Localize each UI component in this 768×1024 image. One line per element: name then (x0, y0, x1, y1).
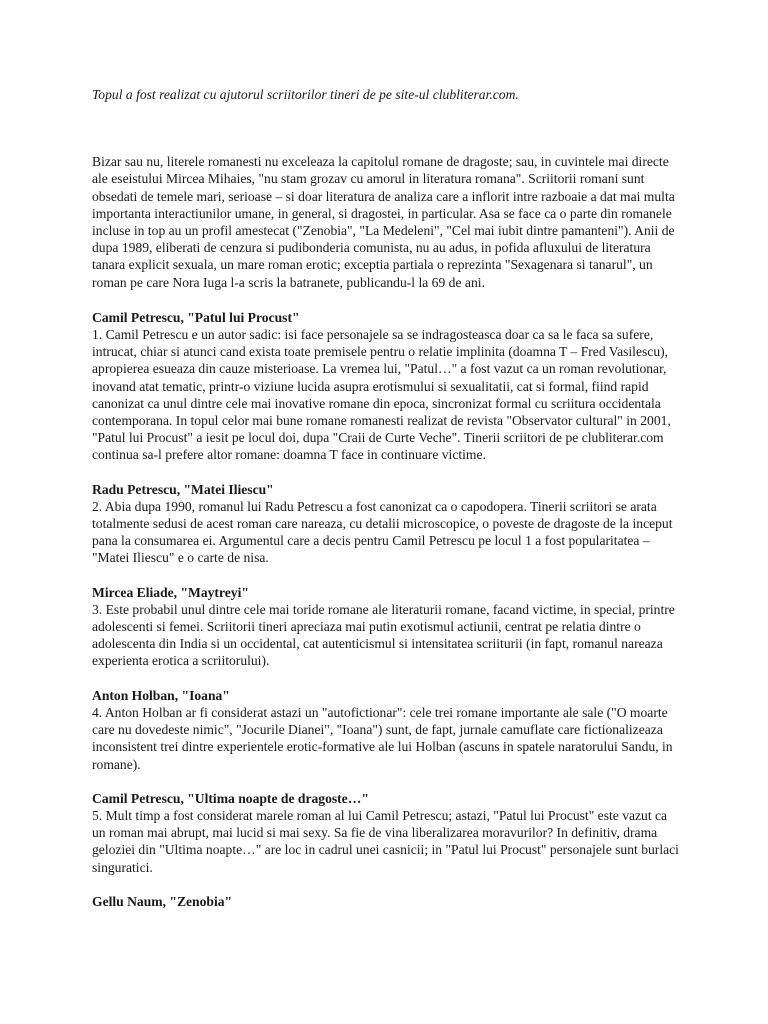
entry-heading: Anton Holban, "Ioana" (92, 687, 230, 703)
entry-body: 5. Mult timp a fost considerat marele roman al lui Camil Petrescu; astazi, "Patul lui Procust" este vazut ca un roman mai abrupt, mai lucid si mai sexy. Sa fie de vina liberalizarea moravurilor? In definitiv, drama geloziei din "Ultima noapte…" are loc in cadrul unei casnicii; in "Patul lui Procust" personajele sunt burlaci singuratici. (92, 807, 679, 875)
ranking-entry-1 (92, 309, 682, 464)
entry-heading: Gellu Naum, "Zenobia" (92, 893, 233, 909)
entry-body: 4. Anton Holban ar fi considerat astazi un "autofictionar": cele trei romane importante ale sale ("O moarte care nu dovedeste nimic", "Jocurile Dianei", "Ioana") sunt, de fapt, jurnale camuflate care fictionalizeaza inconsistent trei dintre experientele erotic-formative ale lui Holban (ascuns in spatele naratorului Sandu, in romane). (92, 704, 673, 772)
entry-heading: Radu Petrescu, "Matei Iliescu" (92, 481, 274, 497)
entry-body: 1. Camil Petrescu e un autor sadic: isi face personajele sa se indragosteasca doar ca sa le faca sa sufere, intrucat, chiar si atunci cand exista toate premisele pentru o relatie implinita (doamna T – Fred Vasilescu), apropierea esueaza din cauze misterioase. La vremea lui, "Patul…" a fost vazut ca un roman revolutionar, inovand atat tematic, printr-o viziune lucida asupra erotismului si sexualitatii, cat si formal, fiind rapid canonizat ca unul dintre cele mai inovative romane din epoca, sincronizat formal cu scriitura occidentala contemporana. In topul celor mai bune romane romanesti realizat de revista "Observator cultural" in 2001, "Patul lui Procust" a iesit pe locul doi, dupa "Craii de Curte Veche". Tinerii scriitori de pe clubliterar.com continua sa-l prefere altor romane: doamna T face in continuare victime. (92, 327, 671, 463)
ranking-entry-6 (92, 893, 682, 910)
entry-heading: Mircea Eliade, "Maytreyi" (92, 584, 249, 600)
document-page (92, 86, 682, 927)
entry-body: 2. Abia dupa 1990, romanul lui Radu Petrescu a fost canonizat ca o capodopera. Tinerii scriitori se arata totalmente sedusi de acest roman care nareaza, cu detalii microscopice, o poveste de dragoste de la inceput pana la consumarea ei. Argumentul care a decis pentru Camil Petrescu pe locul 1 a fost popularitatea – "Matei Iliescu" e o carte de nisa. (92, 498, 673, 566)
entry-heading: Camil Petrescu, "Ultima noapte de dragoste…" (92, 790, 369, 806)
intro-note: Topul a fost realizat cu ajutorul scriitorilor tineri de pe site-ul clubliterar.com. (92, 87, 519, 102)
lead-paragraph: Bizar sau nu, literele romanesti nu exceleaza la capitolul romane de dragoste; sau, in cuvintele mai directe ale eseistului Mircea Mihaies, "nu stam grozav cu amorul in literatura romana". Scriitorii romani sunt obsedati de temele mari, serioase – si doar literatura de analiza care a inflorit intre razboaie a dat mai multa importanta interactiunilor umane, in general, si dragostei, in particular. Asa se face ca o parte din romanele incluse in top au un profil amestecat ("Zenobia", "La Medeleni", "Cel mai iubit dintre pamanteni"). Anii de dupa 1989, eliberati de cenzura si pudibonderia comunista, nu au adus, in pofida afluxului de literatura tanara explicit sexuala, un mare roman erotic; exceptia partiala o reprezinta "Sexagenara si tanarul", un roman pe care Nora Iuga l-a scris la batranete, publicandu-l la 69 de ani. (92, 154, 675, 290)
entry-heading: Camil Petrescu, "Patul lui Procust" (92, 309, 300, 325)
ranking-entry-5 (92, 790, 682, 876)
ranking-entry-4 (92, 687, 682, 773)
ranking-entry-2 (92, 481, 682, 567)
ranking-entry-3 (92, 584, 682, 670)
entry-body: 3. Este probabil unul dintre cele mai toride romane ale literaturii romane, facand victime, in special, printre adolescenti si femei. Scriitorii tineri apreciaza mai putin exotismul actiunii, centrat pe relatia dintre o adolescenta din India si un occidental, cat autenticismul si intensitatea scriiturii (in fapt, romanul nareaza experienta erotica a scriitorului). (92, 601, 675, 669)
